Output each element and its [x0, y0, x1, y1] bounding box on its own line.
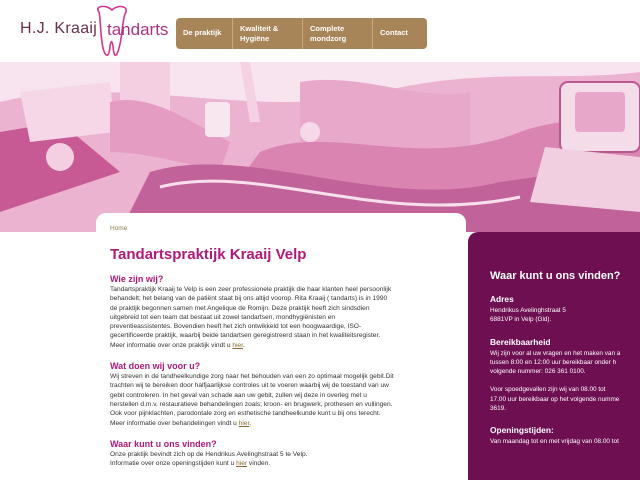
adres-line: 6881VP in Velp (Gld). — [490, 316, 552, 324]
more-info-after: . — [243, 341, 245, 349]
more-info-line — [110, 459, 452, 468]
spoed-line: 17.00 uur bereikbaar op het volgende numme — [490, 395, 620, 403]
nav-contact[interactable] — [373, 18, 427, 49]
nav-label: De praktijk — [183, 28, 222, 37]
nav-complete-mondzorg[interactable] — [303, 18, 373, 49]
nav-kwaliteit-hygiene[interactable] — [233, 18, 303, 49]
openingstijden-text — [490, 437, 640, 446]
body-line: uitgebreid tot een team dat bestaat uit zowel tandartsen, mondhygiënisten en — [110, 313, 336, 321]
bereikbaarheid-heading: Bereikbaarheid — [490, 336, 551, 347]
more-info-link[interactable]: hier — [238, 419, 250, 427]
more-info-link[interactable]: hier — [232, 341, 244, 349]
section-wie-zijn-wij — [110, 274, 452, 350]
section-title: Waar kunt u ons vinden? — [110, 438, 217, 449]
page-title: Tandartspraktijk Kraaij Velp — [110, 246, 307, 263]
section-body — [110, 372, 452, 428]
section-waar-kunt-u-ons-vinden — [110, 439, 452, 469]
more-info-text: Informatie over onze openingstijden kunt u — [110, 460, 237, 468]
nav-label-line2: Hygiëne — [240, 34, 270, 43]
more-info-after: . — [249, 419, 252, 427]
sidebar-title: Waar kunt u ons vinden? — [490, 270, 621, 282]
more-info-link[interactable]: hier — [236, 460, 248, 468]
nav-de-praktijk[interactable] — [176, 18, 233, 49]
section-wat-doen-wij — [110, 361, 452, 428]
spacer — [490, 376, 640, 385]
body-line: Onze praktijk bevindt zich op de Hendrikus Avelinghstraat 5 te Velp. — [110, 450, 308, 458]
more-info-text: Meer informatie over behandelingen vindt u — [110, 419, 239, 427]
body-line: preventieassistentes. Bovendien heeft het zich ontwikkeld tot een hoogwaardige, ISO- — [110, 323, 362, 331]
main-nav — [176, 18, 427, 49]
nav-label-line2: mondzorg — [310, 34, 347, 43]
body-line: Wij streven in de tandheelkundige zorg naar het behouden van een zo optimaal mogelijk gebit.Dit — [110, 373, 394, 381]
body-line: de praktijk begonnen samen met Angelique de Romijn. Deze praktijk heeft zich sindsdien — [110, 304, 370, 312]
more-info-text: Meer informatie over onze praktijk vindt u — [110, 341, 233, 349]
adres-heading: Adres — [490, 294, 514, 304]
spoed-line: 3619. — [490, 405, 506, 413]
breadcrumb[interactable] — [110, 225, 452, 232]
body-line: gecertificeerde praktijk, waarbij beide tandartsen geregistreerd staan in het kwaliteitsregister. — [110, 332, 381, 340]
body-line: Ook voor pijnklachten, parodontale zorg en esthetische tandheelkunde kunt u bij ons terecht. — [110, 410, 381, 418]
body-line: trachten wij te bereiken door halfjaarlijkse controles uit te voeren waarbij wij de toestand van uw — [110, 382, 389, 390]
body-line: behandelt; het belang van de patiënt staat bij ons altijd voorop. Rita Kraaij ( tandarts) is in 1990 — [110, 295, 388, 303]
logo-subtitle: tandarts — [107, 20, 169, 39]
spoed-line: Voor spoedgevallen zijn wij van 08.00 tot — [490, 386, 606, 394]
more-info-line — [110, 419, 452, 428]
bereik-line: tussen 8:00 en 12:00 uur bereikbaar onder h — [490, 358, 617, 366]
bereik-line: volgende nummer: 026 361 0100. — [490, 368, 586, 376]
more-info-line — [110, 341, 452, 350]
logo-name[interactable]: H.J. Kraaij — [20, 20, 98, 37]
section-title: Wat doen wij voor u? — [110, 361, 201, 372]
body-line: herstellen d.m.v. restauratieve behandelingen zoals; kroon- en brugwerk, prothesen en vullingen. — [110, 400, 393, 408]
nav-label: Kwaliteit & — [240, 24, 279, 33]
open-line: Van maandag tot en met vrijdag van 08.00 tot — [490, 438, 619, 446]
dental-clinic-illustration — [0, 62, 640, 232]
bereik-line: Wij zijn voor al uw vragen en het maken van a — [490, 349, 621, 357]
breadcrumb-home[interactable]: Home — [110, 225, 128, 232]
section-title: Wie zijn wij? — [110, 274, 164, 284]
more-info-after: vinden. — [247, 460, 271, 468]
site-header — [0, 0, 640, 70]
contact-sidebar — [468, 232, 640, 480]
openingstijden-heading: Openingstijden: — [490, 425, 554, 436]
hero-image — [0, 62, 640, 232]
main-content — [96, 213, 466, 493]
nav-label: Contact — [380, 28, 408, 37]
nav-label: Complete — [310, 24, 345, 33]
bereikbaarheid-text — [490, 349, 640, 414]
section-body — [110, 450, 452, 469]
section-body — [110, 285, 452, 350]
adres-text — [490, 306, 640, 325]
body-line: Tandartspraktijk Kraaij te Velp is een zeer professionele praktijk die haar klanten heel persoonlijk — [110, 286, 392, 293]
adres-line: Hendrikus Avelinghstraat 5 — [490, 307, 566, 314]
body-line: gebit controleren. In het geval van schade aan uw gebit, zullen wij deze in overleg met u — [110, 391, 367, 399]
